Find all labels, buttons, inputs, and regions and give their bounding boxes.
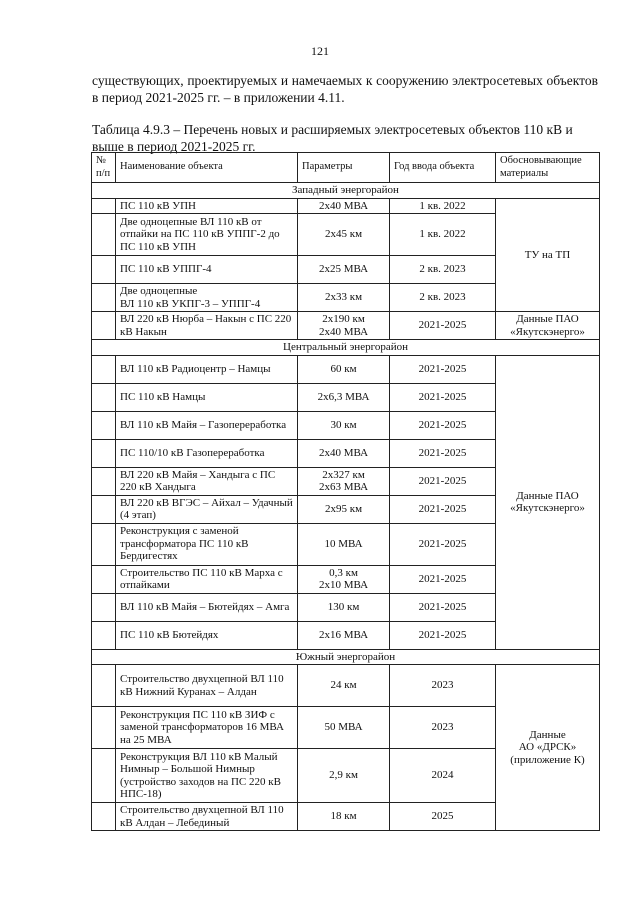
object-name: Строительство двухцепной ВЛ 110 кВ Алдан – Лебединый bbox=[116, 803, 298, 831]
object-name: ВЛ 110 кВ Майя – Бютейдях – Амга bbox=[116, 593, 298, 621]
table-row bbox=[92, 198, 600, 214]
object-name: Строительство двухцепной ВЛ 110 кВ Нижний Куранах – Алдан bbox=[116, 665, 298, 707]
object-name: ВЛ 220 кВ Нюрба – Накын с ПС 220 кВ Накын bbox=[116, 312, 298, 340]
object-name: Реконструкция ВЛ 110 кВ Малый Нимныр – Большой Нимныр (устройство заходов на ПС 220 кВ НПС-18) bbox=[116, 749, 298, 803]
object-name: ВЛ 110 кВ Радиоцентр – Намцы bbox=[116, 355, 298, 383]
object-params: 2х25 МВА bbox=[298, 256, 390, 284]
object-name: ПС 110/10 кВ Газопереработка bbox=[116, 439, 298, 467]
object-year: 1 кв. 2022 bbox=[390, 214, 496, 256]
object-name: ПС 110 кВ УППГ-4 bbox=[116, 256, 298, 284]
region-west-label: Западный энергорайон bbox=[92, 183, 600, 199]
object-params: 18 км bbox=[298, 803, 390, 831]
object-year: 2021-2025 bbox=[390, 621, 496, 649]
object-params: 60 км bbox=[298, 355, 390, 383]
object-name: ВЛ 220 кВ Майя – Хандыга с ПС 220 кВ Хандыга bbox=[116, 467, 298, 495]
object-name: ВЛ 110 кВ Майя – Газопереработка bbox=[116, 411, 298, 439]
object-year: 2021-2025 bbox=[390, 383, 496, 411]
object-year: 2021-2025 bbox=[390, 495, 496, 523]
object-params: 2х327 км 2х63 МВА bbox=[298, 467, 390, 495]
region-central-label: Центральный энергорайон bbox=[92, 340, 600, 356]
object-params: 30 км bbox=[298, 411, 390, 439]
object-year: 2023 bbox=[390, 665, 496, 707]
object-year: 2 кв. 2023 bbox=[390, 256, 496, 284]
header-row bbox=[92, 153, 600, 183]
projects-table bbox=[91, 152, 600, 831]
table-row bbox=[92, 355, 600, 383]
object-year: 2023 bbox=[390, 707, 496, 749]
object-params: 2х45 км bbox=[298, 214, 390, 256]
header-year: Год ввода объекта bbox=[390, 153, 496, 183]
basis-cell: ТУ на ТП bbox=[496, 198, 600, 312]
object-year: 2021-2025 bbox=[390, 411, 496, 439]
object-params: 0,3 км 2х10 МВА bbox=[298, 565, 390, 593]
table-caption: Таблица 4.9.3 – Перечень новых и расширяемых электросетевых объектов 110 кВ и выше в период 2021-2025 гг. bbox=[92, 122, 573, 154]
object-params: 50 МВА bbox=[298, 707, 390, 749]
object-year: 2021-2025 bbox=[390, 523, 496, 565]
object-params: 2х190 км 2х40 МВА bbox=[298, 312, 390, 340]
object-params: 10 МВА bbox=[298, 523, 390, 565]
object-name: Строительство ПС 110 кВ Марха с отпайками bbox=[116, 565, 298, 593]
basis-cell: Данные ПАО «Якутскэнерго» bbox=[496, 312, 600, 340]
object-year: 2024 bbox=[390, 749, 496, 803]
basis-cell: Данные АО «ДРСК» (приложение К) bbox=[496, 665, 600, 831]
region-south-label: Южный энергорайон bbox=[92, 649, 600, 665]
header-params: Параметры bbox=[298, 153, 390, 183]
region-row-south bbox=[92, 649, 600, 665]
region-row-west bbox=[92, 183, 600, 199]
object-params: 2х40 МВА bbox=[298, 439, 390, 467]
page-number: 121 bbox=[311, 44, 329, 58]
object-name: Две одноцепные ВЛ 110 кВ от отпайки на ПС 110 кВ УППГ-2 до ПС 110 кВ УПН bbox=[116, 214, 298, 256]
object-year: 2021-2025 bbox=[390, 593, 496, 621]
object-params: 2х6,3 МВА bbox=[298, 383, 390, 411]
basis-cell: Данные ПАО «Якутскэнерго» bbox=[496, 355, 600, 649]
object-name: ПС 110 кВ Намцы bbox=[116, 383, 298, 411]
object-params: 2х40 МВА bbox=[298, 198, 390, 214]
object-year: 2025 bbox=[390, 803, 496, 831]
object-name: ПС 110 кВ Бютейдях bbox=[116, 621, 298, 649]
object-name: ПС 110 кВ УПН bbox=[116, 198, 298, 214]
intro-paragraph: существующих, проектируемых и намечаемых к сооружению электросетевых объектов в период 2021-2025 гг. – в приложении 4.11. bbox=[92, 73, 598, 105]
object-year: 2021-2025 bbox=[390, 467, 496, 495]
table-row bbox=[92, 312, 600, 340]
header-basis: Обосновывающие материалы bbox=[496, 153, 600, 183]
object-year: 1 кв. 2022 bbox=[390, 198, 496, 214]
table-row bbox=[92, 665, 600, 707]
object-year: 2021-2025 bbox=[390, 355, 496, 383]
header-name: Наименование объекта bbox=[116, 153, 298, 183]
object-name: Реконструкция с заменой трансформатора ПС 110 кВ Бердигестях bbox=[116, 523, 298, 565]
object-name: Реконструкция ПС 110 кВ ЗИФ с заменой трансформаторов 16 МВА на 25 МВА bbox=[116, 707, 298, 749]
header-num: № п/п bbox=[92, 153, 116, 183]
object-year: 2021-2025 bbox=[390, 439, 496, 467]
object-params: 2х95 км bbox=[298, 495, 390, 523]
object-name: Две одноцепные ВЛ 110 кВ УКПГ-3 – УППГ-4 bbox=[116, 284, 298, 312]
object-params: 130 км bbox=[298, 593, 390, 621]
object-name: ВЛ 220 кВ ВГЭС – Айхал – Удачный (4 этап) bbox=[116, 495, 298, 523]
object-params: 2,9 км bbox=[298, 749, 390, 803]
object-year: 2021-2025 bbox=[390, 565, 496, 593]
object-year: 2 кв. 2023 bbox=[390, 284, 496, 312]
object-params: 2х16 МВА bbox=[298, 621, 390, 649]
object-year: 2021-2025 bbox=[390, 312, 496, 340]
object-params: 24 км bbox=[298, 665, 390, 707]
region-row-central bbox=[92, 340, 600, 356]
object-params: 2х33 км bbox=[298, 284, 390, 312]
